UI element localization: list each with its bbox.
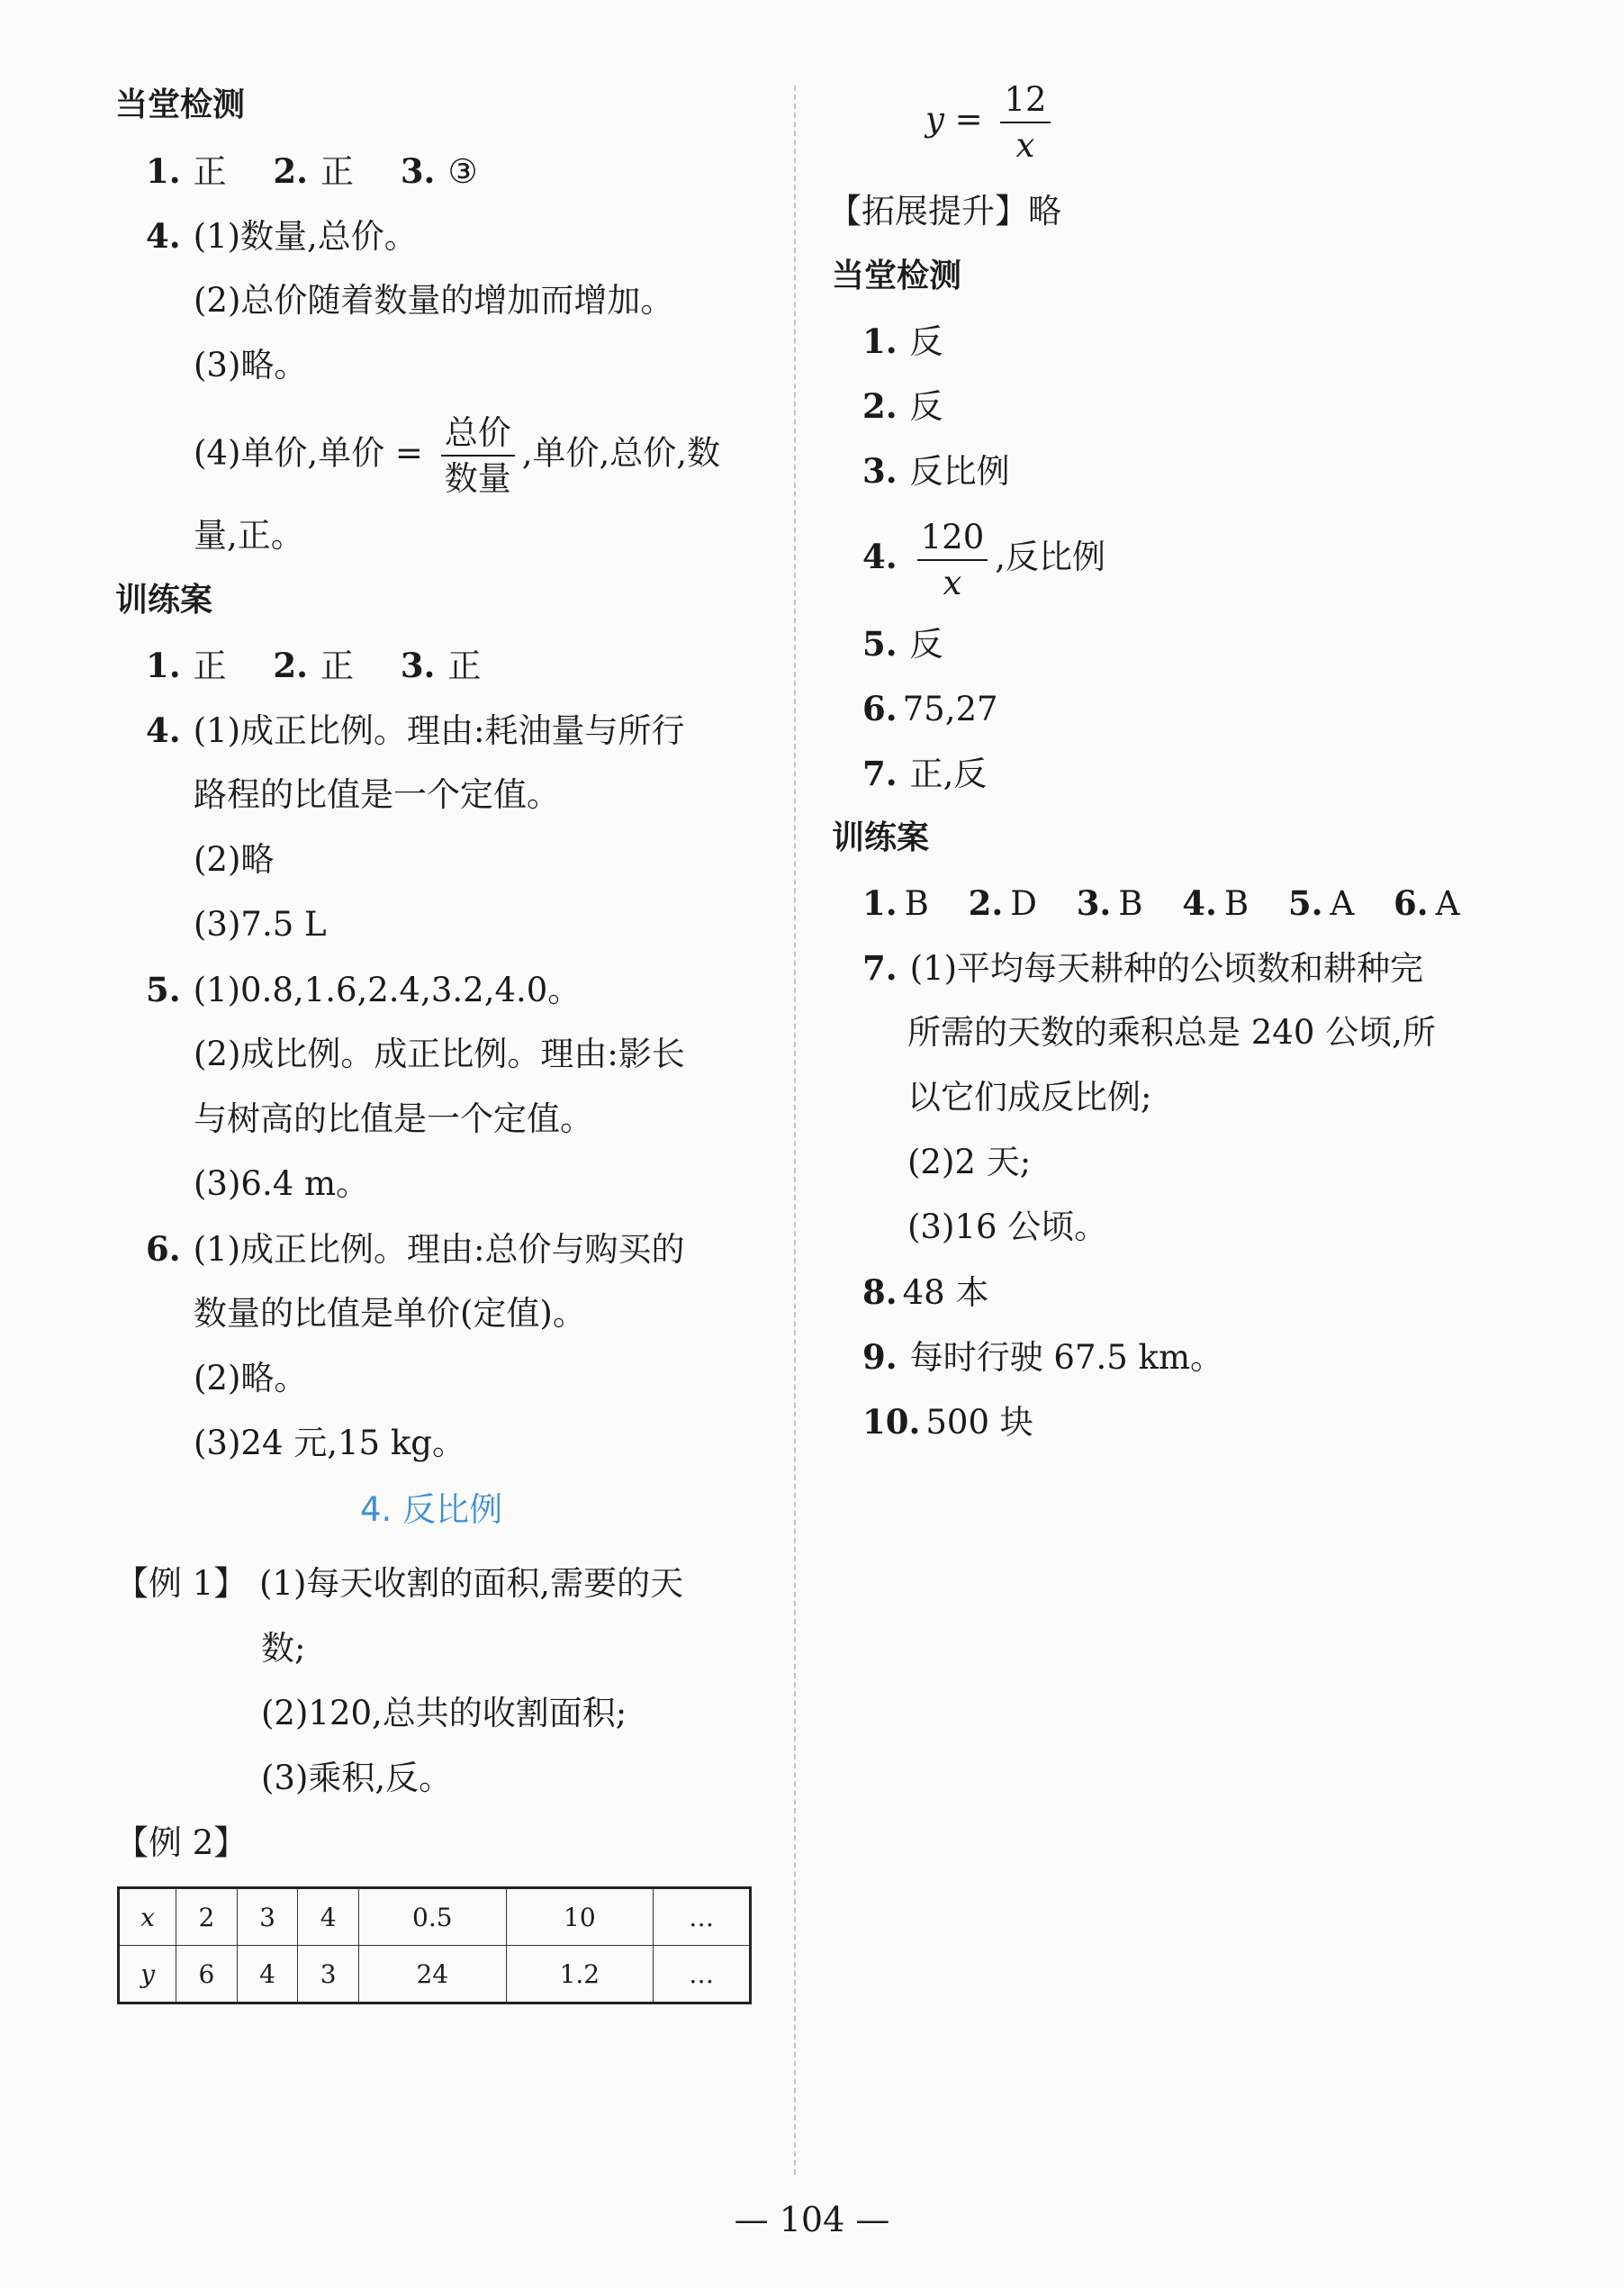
table-cell: 4 <box>237 1946 298 2003</box>
item-number: 5. <box>1287 883 1323 923</box>
item-number: 6. <box>146 1229 181 1269</box>
item-number: 6. <box>1394 883 1429 923</box>
answer-text: 75,27 <box>902 690 998 728</box>
item-number: 2. <box>862 386 898 426</box>
answer-line-with-fraction <box>862 516 1105 600</box>
fraction <box>441 413 515 498</box>
example-tag: 【例 1】 <box>115 1564 248 1603</box>
answer-line: (2)成比例。成正比例。理由:影长 <box>194 1035 685 1073</box>
answer-line <box>146 643 481 689</box>
item-number: 4. <box>146 216 181 256</box>
answer-text: 正 <box>320 152 355 191</box>
table-cell: 4 <box>298 1888 359 1946</box>
answer-text: B <box>904 884 929 923</box>
answer-text: ,单价,总价,数 <box>521 433 720 473</box>
answer-line-with-fraction <box>194 413 720 498</box>
answer-line <box>146 967 581 1013</box>
answer-line <box>862 945 1423 991</box>
answer-line <box>146 1226 685 1272</box>
item-number: 3. <box>1076 883 1112 923</box>
answer-text: 每时行驶 67.5 km。 <box>909 1338 1224 1377</box>
fraction <box>917 517 988 602</box>
answer-text: (1)成正比例。理由:耗油量与所行 <box>193 711 685 750</box>
answer-line: (3)24 元,15 kg。 <box>194 1424 465 1462</box>
answer-text: (1)0.8,1.6,2.4,3.2,4.0。 <box>193 971 582 1009</box>
answer-text: 反 <box>909 625 943 664</box>
answer-line: 数量的比值是单价(定值)。 <box>194 1294 586 1333</box>
answer-line: (2)2 天; <box>907 1143 1032 1181</box>
item-number: 5. <box>862 624 898 664</box>
item-number: 6. <box>862 689 898 728</box>
answer-line: 数; <box>261 1629 306 1668</box>
formula-line <box>925 79 1058 165</box>
table-cell: 2 <box>176 1888 238 1946</box>
answer-text: (1)每天收割的面积,需要的天 <box>259 1564 684 1603</box>
fraction-denominator: 数量 <box>444 459 511 498</box>
answer-text: 反 <box>909 322 943 361</box>
answer-text: (1)成正比例。理由:总价与购买的 <box>193 1230 685 1269</box>
answer-line: (2)略。 <box>194 1359 308 1397</box>
answer-line <box>862 319 943 365</box>
answer-text: ,反比例 <box>995 538 1106 576</box>
heading-classroom-check: 当堂检测 <box>115 86 246 123</box>
fraction-denominator: x <box>1015 125 1035 165</box>
item-number: 3. <box>862 451 898 491</box>
answer-line <box>862 1270 988 1316</box>
item-number: 4. <box>1182 883 1217 923</box>
item-number: 4. <box>862 537 898 576</box>
item-number: 5. <box>146 970 181 1009</box>
item-number: 10. <box>862 1402 921 1442</box>
answer-line: 以它们成反比例; <box>907 1078 1152 1117</box>
answer-line: (3)7.5 L <box>194 905 327 944</box>
answer-text: 反 <box>909 387 943 426</box>
item-number: 8. <box>862 1272 898 1312</box>
answer-text: 正 <box>447 647 482 685</box>
answer-text: (4)单价,单价 = <box>194 433 434 473</box>
heading-training: 训练案 <box>832 819 930 856</box>
table-row <box>119 1946 751 2003</box>
answer-text: D <box>1010 884 1037 923</box>
table-row <box>119 1888 751 1946</box>
answer-text: 48 本 <box>902 1273 989 1312</box>
example-line <box>115 1561 683 1606</box>
answer-text: (1)数量,总价。 <box>193 217 418 256</box>
heading-training: 训练案 <box>115 582 213 619</box>
item-number: 1. <box>862 321 898 361</box>
item-number: 1. <box>146 151 181 191</box>
answer-line <box>146 708 685 754</box>
answer-text: 正 <box>320 647 355 685</box>
heading-classroom-check: 当堂检测 <box>832 258 962 294</box>
section-title: 4. 反比例 <box>360 1490 503 1529</box>
table-cell: 1.2 <box>506 1946 654 2003</box>
answer-text: ③ <box>447 152 478 191</box>
answer-line: (3)略。 <box>194 346 308 384</box>
answer-text: A <box>1330 884 1355 923</box>
answer-line: (3)16 公顷。 <box>907 1207 1108 1246</box>
answer-line: (3)乘积,反。 <box>261 1759 453 1797</box>
answer-line <box>862 751 987 797</box>
column-divider <box>794 86 796 2175</box>
answer-text: A <box>1435 884 1460 923</box>
table-header-cell: x <box>119 1888 176 1946</box>
item-number: 7. <box>862 754 898 793</box>
table-cell: 0.5 <box>358 1888 506 1946</box>
item-number: 4. <box>146 710 181 750</box>
answer-line <box>862 621 943 667</box>
answer-line <box>146 213 418 259</box>
answer-line <box>862 881 1459 927</box>
example-tag: 【例 2】 <box>115 1823 248 1862</box>
fraction-numerator: 12 <box>1000 83 1050 123</box>
item-number: 3. <box>400 646 436 685</box>
table-cell: 24 <box>358 1946 506 2003</box>
answer-line: 路程的比值是一个定值。 <box>194 775 560 814</box>
item-number: 1. <box>146 646 181 685</box>
item-number: 2. <box>273 646 309 685</box>
formula-lhs: y = <box>925 100 994 139</box>
answer-line <box>862 686 998 732</box>
item-number: 2. <box>968 883 1004 923</box>
answer-line <box>146 149 478 194</box>
table-cell: … <box>654 1946 751 2003</box>
item-number: 9. <box>862 1337 898 1377</box>
fraction <box>1000 79 1050 165</box>
table-cell: 3 <box>237 1888 298 1946</box>
fraction-numerator: 120 <box>917 520 988 561</box>
answer-line: (2)略 <box>194 840 275 879</box>
answer-line: 量,正。 <box>194 516 304 555</box>
item-number: 7. <box>862 948 898 988</box>
extension-line: 【拓展提升】略 <box>828 192 1061 231</box>
table-cell: 6 <box>176 1946 238 2003</box>
answer-line: (3)6.4 m。 <box>194 1164 370 1203</box>
answer-text: B <box>1118 884 1143 923</box>
answer-text: 正 <box>193 647 227 685</box>
table-cell: 10 <box>506 1888 654 1946</box>
table-cell: 3 <box>298 1946 359 2003</box>
answer-text: 正,反 <box>909 755 988 793</box>
page-number: — 104 — <box>734 2200 890 2239</box>
answer-line <box>862 1334 1223 1380</box>
answer-text: 正 <box>193 152 227 191</box>
answer-line: 与树高的比值是一个定值。 <box>194 1099 593 1138</box>
fraction-numerator: 总价 <box>441 416 515 457</box>
table-cell: … <box>654 1888 751 1946</box>
answer-text: (1)平均每天耕种的公顷数和耕种完 <box>909 949 1424 988</box>
answer-text: B <box>1223 884 1250 923</box>
answer-line <box>862 1399 1033 1445</box>
answer-line: 所需的天数的乘积总是 240 公顷,所 <box>907 1013 1436 1052</box>
table-header-cell: y <box>119 1946 176 2003</box>
answer-text: 500 块 <box>925 1403 1033 1442</box>
answer-line <box>862 384 943 430</box>
answer-text: 反比例 <box>909 452 1010 491</box>
fraction-denominator: x <box>943 563 962 602</box>
answer-line <box>862 448 1010 494</box>
answer-line: (2)120,总共的收割面积; <box>261 1694 627 1732</box>
item-number: 3. <box>400 151 436 191</box>
item-number: 2. <box>273 151 309 191</box>
item-number: 1. <box>862 883 898 923</box>
xy-value-table <box>117 1886 752 2004</box>
answer-line: (2)总价随着数量的增加而增加。 <box>194 281 674 320</box>
